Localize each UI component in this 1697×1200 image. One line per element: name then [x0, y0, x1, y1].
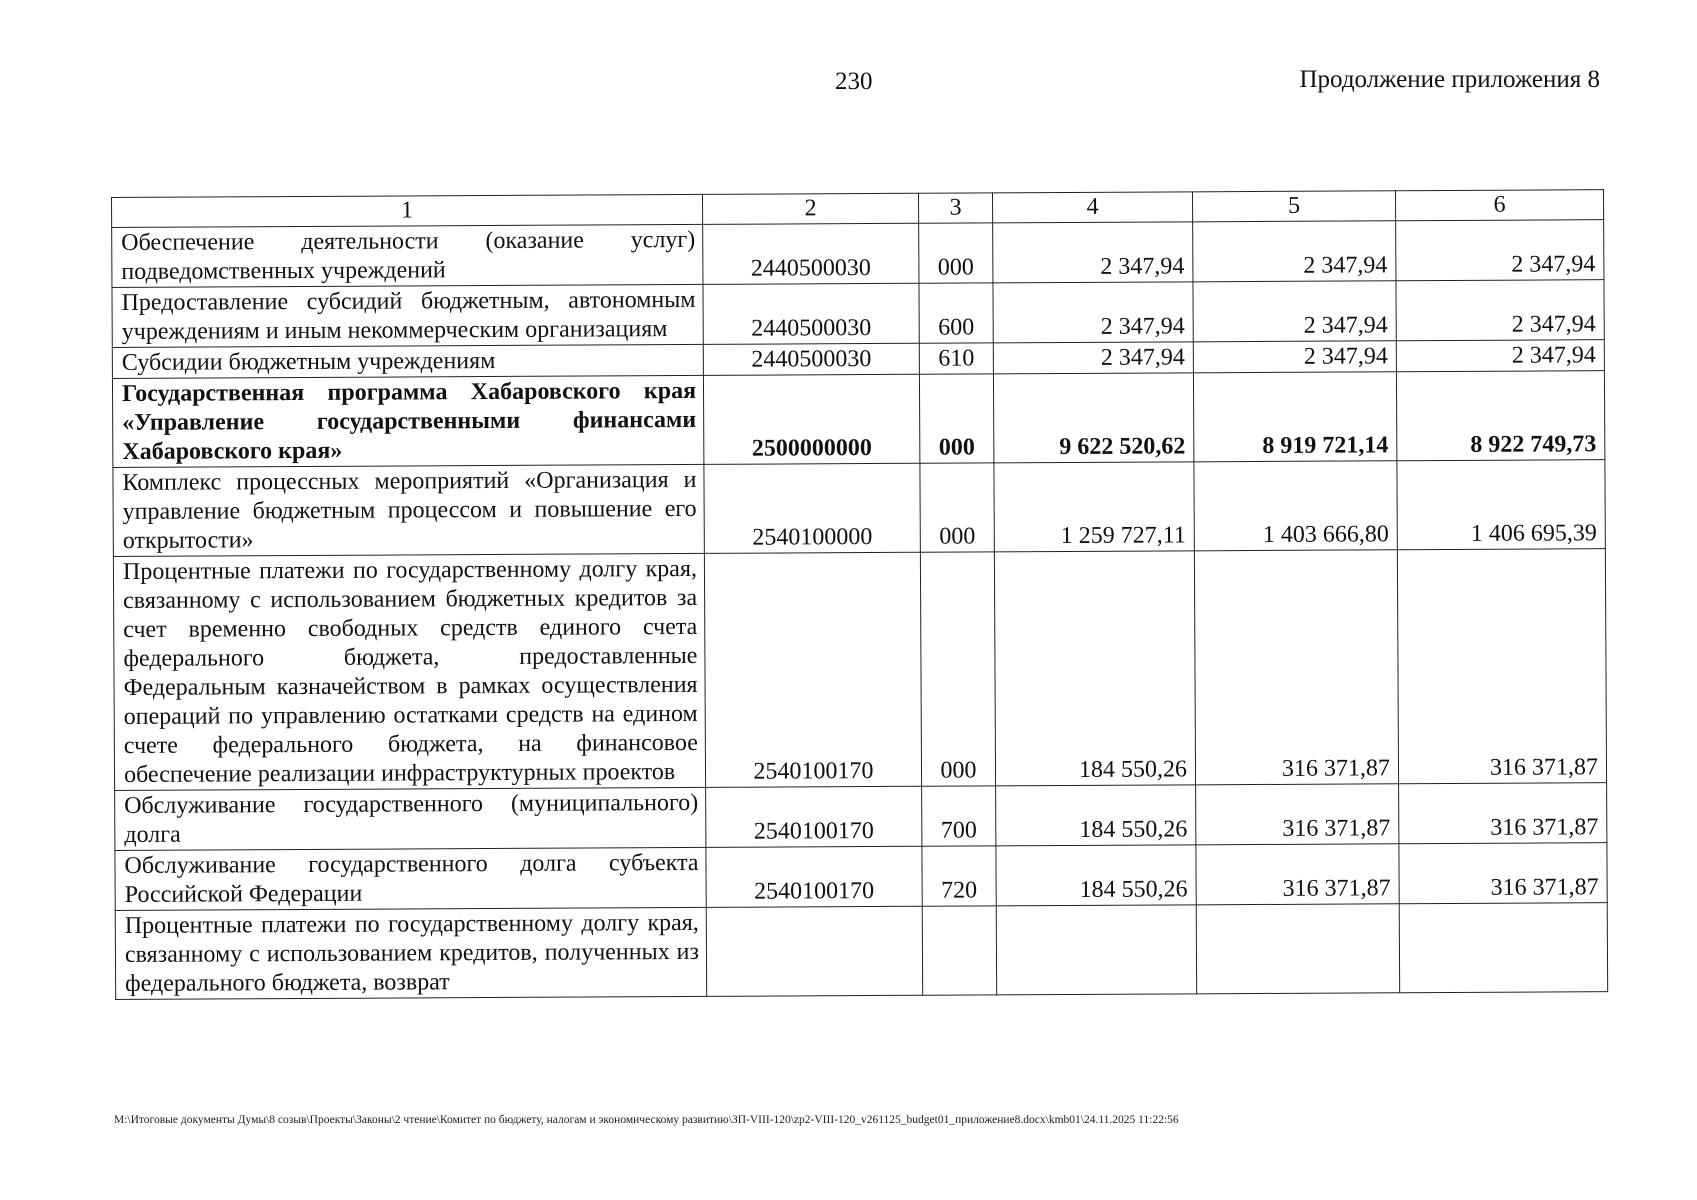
row-expense-type: 600: [919, 283, 993, 343]
row-expense-type: 000: [920, 463, 994, 552]
column-header-2: 2: [702, 193, 918, 224]
row-amount-col5: 316 371,87: [1194, 550, 1398, 785]
row-amount-col5: [1196, 904, 1399, 994]
row-amount-col5: 1 403 666,80: [1194, 461, 1397, 551]
row-amount-col4: [996, 905, 1196, 995]
row-name: Предоставление субсидий бюджетным, автономным учреждениям и иным некоммерческим организациям: [112, 284, 703, 347]
row-amount-col4: 184 550,26: [994, 551, 1195, 786]
table-row: [112, 220, 1604, 288]
row-amount-col5: 8 919 721,14: [1193, 372, 1396, 462]
row-code: 2500000000: [703, 374, 919, 464]
row-amount-col6: 2 347,94: [1396, 220, 1604, 281]
row-amount-col4: 9 622 520,62: [993, 373, 1193, 463]
row-amount-col4: 2 347,94: [993, 222, 1193, 283]
row-amount-col6: 2 347,94: [1396, 280, 1604, 341]
page-number: 230: [835, 68, 873, 95]
row-amount-col5: 2 347,94: [1193, 341, 1396, 373]
appendix-continuation-label: Продолжение приложения 8: [1299, 66, 1600, 93]
row-name: Обслуживание государственного долга субъекта Российской Федерации: [115, 847, 706, 910]
row-expense-type: 720: [922, 846, 996, 906]
row-expense-type: 610: [919, 343, 993, 374]
table-row: [113, 549, 1606, 791]
row-name: Государственная программа Хабаровского края «Управление государственными финансами Хабаровского края»: [112, 375, 703, 467]
row-amount-col5: 316 371,87: [1196, 844, 1399, 905]
row-name: Процентные платежи по государственному долгу края, связанному с использованием кредитов, полученных из федерального бюджета, возврат: [115, 907, 706, 999]
row-name: Субсидии бюджетным учреждениям: [112, 344, 703, 378]
column-header-5: 5: [1192, 191, 1395, 222]
row-amount-col6: [1399, 903, 1607, 993]
table-row: [115, 843, 1607, 911]
column-header-3: 3: [918, 193, 992, 223]
column-header-1: 1: [112, 194, 703, 227]
row-amount-col6: 8 922 749,73: [1396, 371, 1604, 461]
row-code: 2540100170: [706, 846, 922, 907]
row-code: 2540100000: [704, 463, 920, 553]
row-expense-type: 700: [922, 786, 996, 846]
row-amount-col4: 184 550,26: [996, 785, 1196, 846]
row-code: 2440500030: [703, 343, 919, 375]
column-header-6: 6: [1395, 190, 1603, 221]
row-expense-type: 000: [919, 374, 993, 463]
row-amount-col4: 2 347,94: [993, 342, 1193, 374]
budget-table: [111, 189, 1608, 1000]
row-expense-type: 000: [920, 552, 995, 786]
row-amount-col4: 2 347,94: [993, 282, 1193, 343]
row-name: Обслуживание государственного (муниципального) долга: [115, 787, 706, 850]
row-code: [706, 906, 922, 996]
row-amount-col4: 184 550,26: [996, 845, 1196, 906]
table-row: [113, 460, 1605, 557]
row-code: 2440500030: [703, 283, 919, 344]
row-expense-type: 000: [919, 223, 993, 283]
table-row-program: [112, 371, 1604, 468]
row-amount-col6: 1 406 695,39: [1397, 460, 1605, 550]
row-code: 2540100170: [706, 786, 922, 847]
row-amount-col5: 316 371,87: [1196, 784, 1399, 845]
table-row: [112, 280, 1604, 348]
row-expense-type: [922, 906, 996, 995]
row-amount-col4: 1 259 727,11: [994, 462, 1194, 552]
row-amount-col6: 316 371,87: [1397, 549, 1606, 784]
row-name: Комплекс процессных мероприятий «Организация и управление бюджетным процессом и повышение его открытости»: [113, 464, 704, 556]
column-header-4: 4: [992, 192, 1192, 223]
row-name: Процентные платежи по государственному долгу края, связанному с использованием бюджетных кредитов за счет временно свободных средств единого счета федерального бюджета, предоставленные Федеральным казначейством в рамках осуществления операций по управлению остатками средств на едином счете федерального бюджета, на финансовое обеспечение реализации инфраструктурных проектов: [113, 553, 705, 790]
row-amount-col5: 2 347,94: [1193, 221, 1396, 282]
row-code: 2540100170: [704, 552, 921, 787]
row-name: Обеспечение деятельности (оказание услуг) подведомственных учреждений: [112, 224, 703, 287]
row-amount-col6: 316 371,87: [1399, 843, 1607, 904]
row-amount-col5: 2 347,94: [1193, 281, 1396, 342]
table-row-continued: [115, 903, 1607, 1000]
row-amount-col6: 316 371,87: [1399, 783, 1607, 844]
document-file-path: M:\Итоговые документы Думы\8 созыв\Проекты\Законы\2 чтение\Комитет по бюджету, налогам и экономическому развитию\ЗП-VIII-120\zp2-VIII-120_v261125_budget01_приложение8.docx\kmb01\24.11.2025 11:22:56: [114, 1114, 1179, 1126]
row-amount-col6: 2 347,94: [1396, 340, 1604, 372]
row-code: 2440500030: [703, 223, 919, 284]
table-row: [115, 783, 1607, 851]
